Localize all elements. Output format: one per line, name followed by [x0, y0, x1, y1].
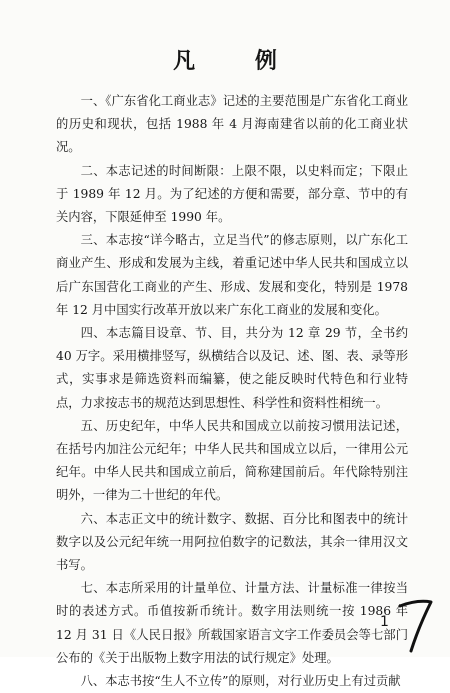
- note-paragraph-5: 五、历史纪年，中华人民共和国成立以前按习惯用法记述，在括号内加注公元纪年；中华人民共和国成立以后，一律用公元纪年。中华人民共和国成立前后，简称建国前后。年代除特别注明外，一律为二十世纪的年代。: [56, 418, 408, 503]
- note-paragraph-8: 八、本志书按“生人不立传”的原则，对行业历史上有过贡献: [80, 674, 401, 689]
- note-paragraph-7: 七、本志所采用的计量单位、计量方法、计量标准一律按当时的表述方式。币值按新币统计。数字用法则统一按 1986 年 12 月 31 日《人民日报》所载国家语言文字工作委员会等七部门公布的《关于出版物上数字用法的试行规定》处理。: [56, 581, 408, 665]
- note-paragraph-4: 四、本志篇目设章、节、目，共分为 12 章 29 节，全书约 40 万字。采用横排竖写，纵横结合以及记、述、图、表、录等形式，实事求是筛选资料而编纂，使之能反映时代特色和行业特点，力求按志书的规范达到思想性、科学性和资料性相统一。: [56, 326, 408, 410]
- page-title: 凡 例: [173, 48, 303, 74]
- note-paragraph-1: 一、《广东省化工商业志》记述的主要范围是广东省化工商业的历史和现状，包括 1988 年 4 月海南建省以前的化工商业状况。: [56, 94, 408, 155]
- handwritten-mark: [396, 596, 436, 654]
- explanatory-notes: [56, 90, 408, 693]
- note-paragraph-6: 六、本志正文中的统计数字、数据、百分比和图表中的统计数字以及公元纪年统一用阿拉伯数字的记数法，其余一律用汉文书写。: [56, 511, 408, 573]
- note-paragraph-2: 二、本志记述的时间断限：上限不限，以史料而定；下限止于 1989 年 12 月。为了纪述的方便和需要，部分章、节中的有关内容，下限延伸至 1990 年。: [56, 163, 408, 225]
- page-number: 1: [380, 614, 389, 630]
- note-paragraph-3: 三、本志按“详今略古，立足当代”的修志原则，以广东化工商业产生、形成和发展为主线，着重记述中华人民共和国成立以后广东国营化工商业的产生、形成、发展和变化，特别是 1978 年 12 月中国实行改革开放以来广东化工商业的发展和变化。: [56, 233, 408, 317]
